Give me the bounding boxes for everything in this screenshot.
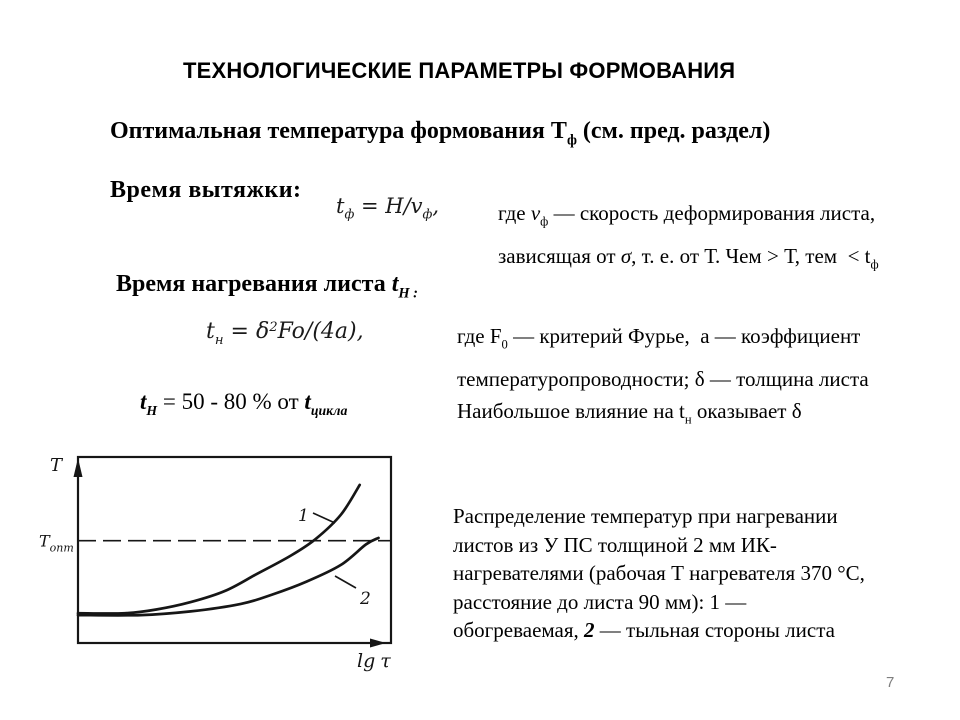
heat-time-heading [116, 271, 418, 302]
formula-exponent: 2 [269, 319, 278, 335]
caption-curve2-ref: 2 [584, 618, 595, 642]
caption-line [453, 616, 948, 645]
note-v-symbol: v [530, 201, 541, 225]
note-text: где [498, 201, 531, 225]
percent-mid: = 50 - 80 % от [157, 389, 305, 414]
caption-line: листов из У ПС толщиной 2 мм ИК- [453, 532, 777, 557]
heat-time-note-line1 [457, 319, 869, 362]
heat-time-formula [206, 319, 364, 348]
figure-caption [453, 502, 948, 645]
x-label-lg: lg [357, 650, 376, 672]
heading-text: Время нагревания листа [116, 271, 392, 297]
curve-heated-side [78, 485, 360, 614]
percent-t1: t [140, 389, 147, 414]
curve-back-side [78, 538, 379, 615]
note-text-end: — скорость деформирования листа, [548, 201, 876, 225]
formula-t-sub: н [214, 332, 224, 348]
percent-t2: t [304, 389, 311, 414]
formula-end: ), [348, 319, 364, 344]
heat-time-percent-rule [140, 389, 347, 419]
caption-text: обогреваемая, [453, 618, 585, 642]
note-t-sub: н [684, 412, 692, 427]
t-opt-label [39, 532, 74, 555]
subtitle-text: Оптимальная температура формования Т [110, 118, 567, 144]
y-axis-arrow-icon [74, 458, 83, 477]
caption-line: расстояние до листа 90 мм): 1 — [453, 589, 747, 614]
t-opt-subscript: опт [49, 541, 74, 555]
formula-delta: = δ [223, 319, 270, 344]
note-sigma-symbol: σ [620, 243, 632, 268]
note-text: где F [457, 324, 502, 348]
caption-line: Распределение температур при нагревании [453, 504, 838, 528]
caption-text-end: — тыльная стороны листа [594, 618, 835, 642]
note-text-end: — критерий Фурье, а — коэффициент [507, 324, 861, 348]
formula-t-sub: ф [344, 206, 355, 222]
curve2-number-label: 2 [360, 589, 371, 609]
note-v-sub: ф [540, 214, 549, 229]
x-axis-label [357, 650, 391, 672]
page-title: ТЕХНОЛОГИЧЕСКИЕ ПАРАМЕТРЫ ФОРМОВАНИЯ [183, 58, 736, 83]
percent-t1-sub: Н [146, 403, 158, 419]
x-axis-arrow-icon [370, 639, 386, 648]
temperature-figure [30, 443, 415, 688]
draw-time-note [498, 196, 879, 281]
note-t-sub: ф [870, 257, 879, 272]
heading-t-symbol: t [391, 271, 399, 297]
note-text: зависящая от [498, 243, 621, 268]
curve1-pointer-line [313, 513, 335, 523]
caption-line: нагревателями (рабочая Т нагревателя 370 °С, [453, 561, 865, 585]
formula-mid: /(4 [304, 319, 335, 344]
curve2-pointer-line [335, 576, 356, 588]
percent-t2-sub: цикла [310, 403, 348, 419]
x-label-tau: τ [380, 650, 391, 672]
curve1-number-label: 1 [298, 506, 309, 526]
draw-time-note-line2 [498, 239, 879, 282]
draw-time-heading: Время вытяжки: [110, 177, 302, 203]
formula-mid: = H/v [354, 194, 423, 218]
formula-t: t [206, 319, 215, 344]
subtitle-text-end: (см. пред. раздел) [576, 118, 771, 144]
influence-note [457, 399, 802, 428]
note-text: Наибольшое влияние на t [457, 399, 685, 423]
heading-t-sub: Н : [398, 285, 418, 302]
formula-end: , [432, 194, 440, 218]
draw-time-formula [336, 194, 439, 222]
draw-time-note-line1 [498, 196, 879, 239]
subtitle-subscript: ф [566, 132, 577, 149]
formula-t: t [336, 194, 345, 218]
note-text-end: оказывает δ [691, 399, 802, 423]
formula-fourier: Fo [277, 319, 305, 344]
page-number: 7 [886, 674, 895, 691]
heat-time-note [457, 319, 869, 396]
note-f0-sub: 0 [501, 337, 508, 352]
formula-a-symbol: a [334, 319, 349, 344]
subtitle-optimal-temperature [110, 118, 770, 149]
t-opt-symbol: T [39, 531, 50, 551]
formula-v-sub: ф [422, 206, 433, 222]
note-text-mid: , т. е. от Т. Чем > Т, тем < t [631, 243, 871, 268]
temperature-chart [30, 443, 415, 683]
heat-time-note-line2: температуропроводности; δ — толщина листа [457, 366, 869, 391]
y-axis-label: T [50, 455, 63, 476]
